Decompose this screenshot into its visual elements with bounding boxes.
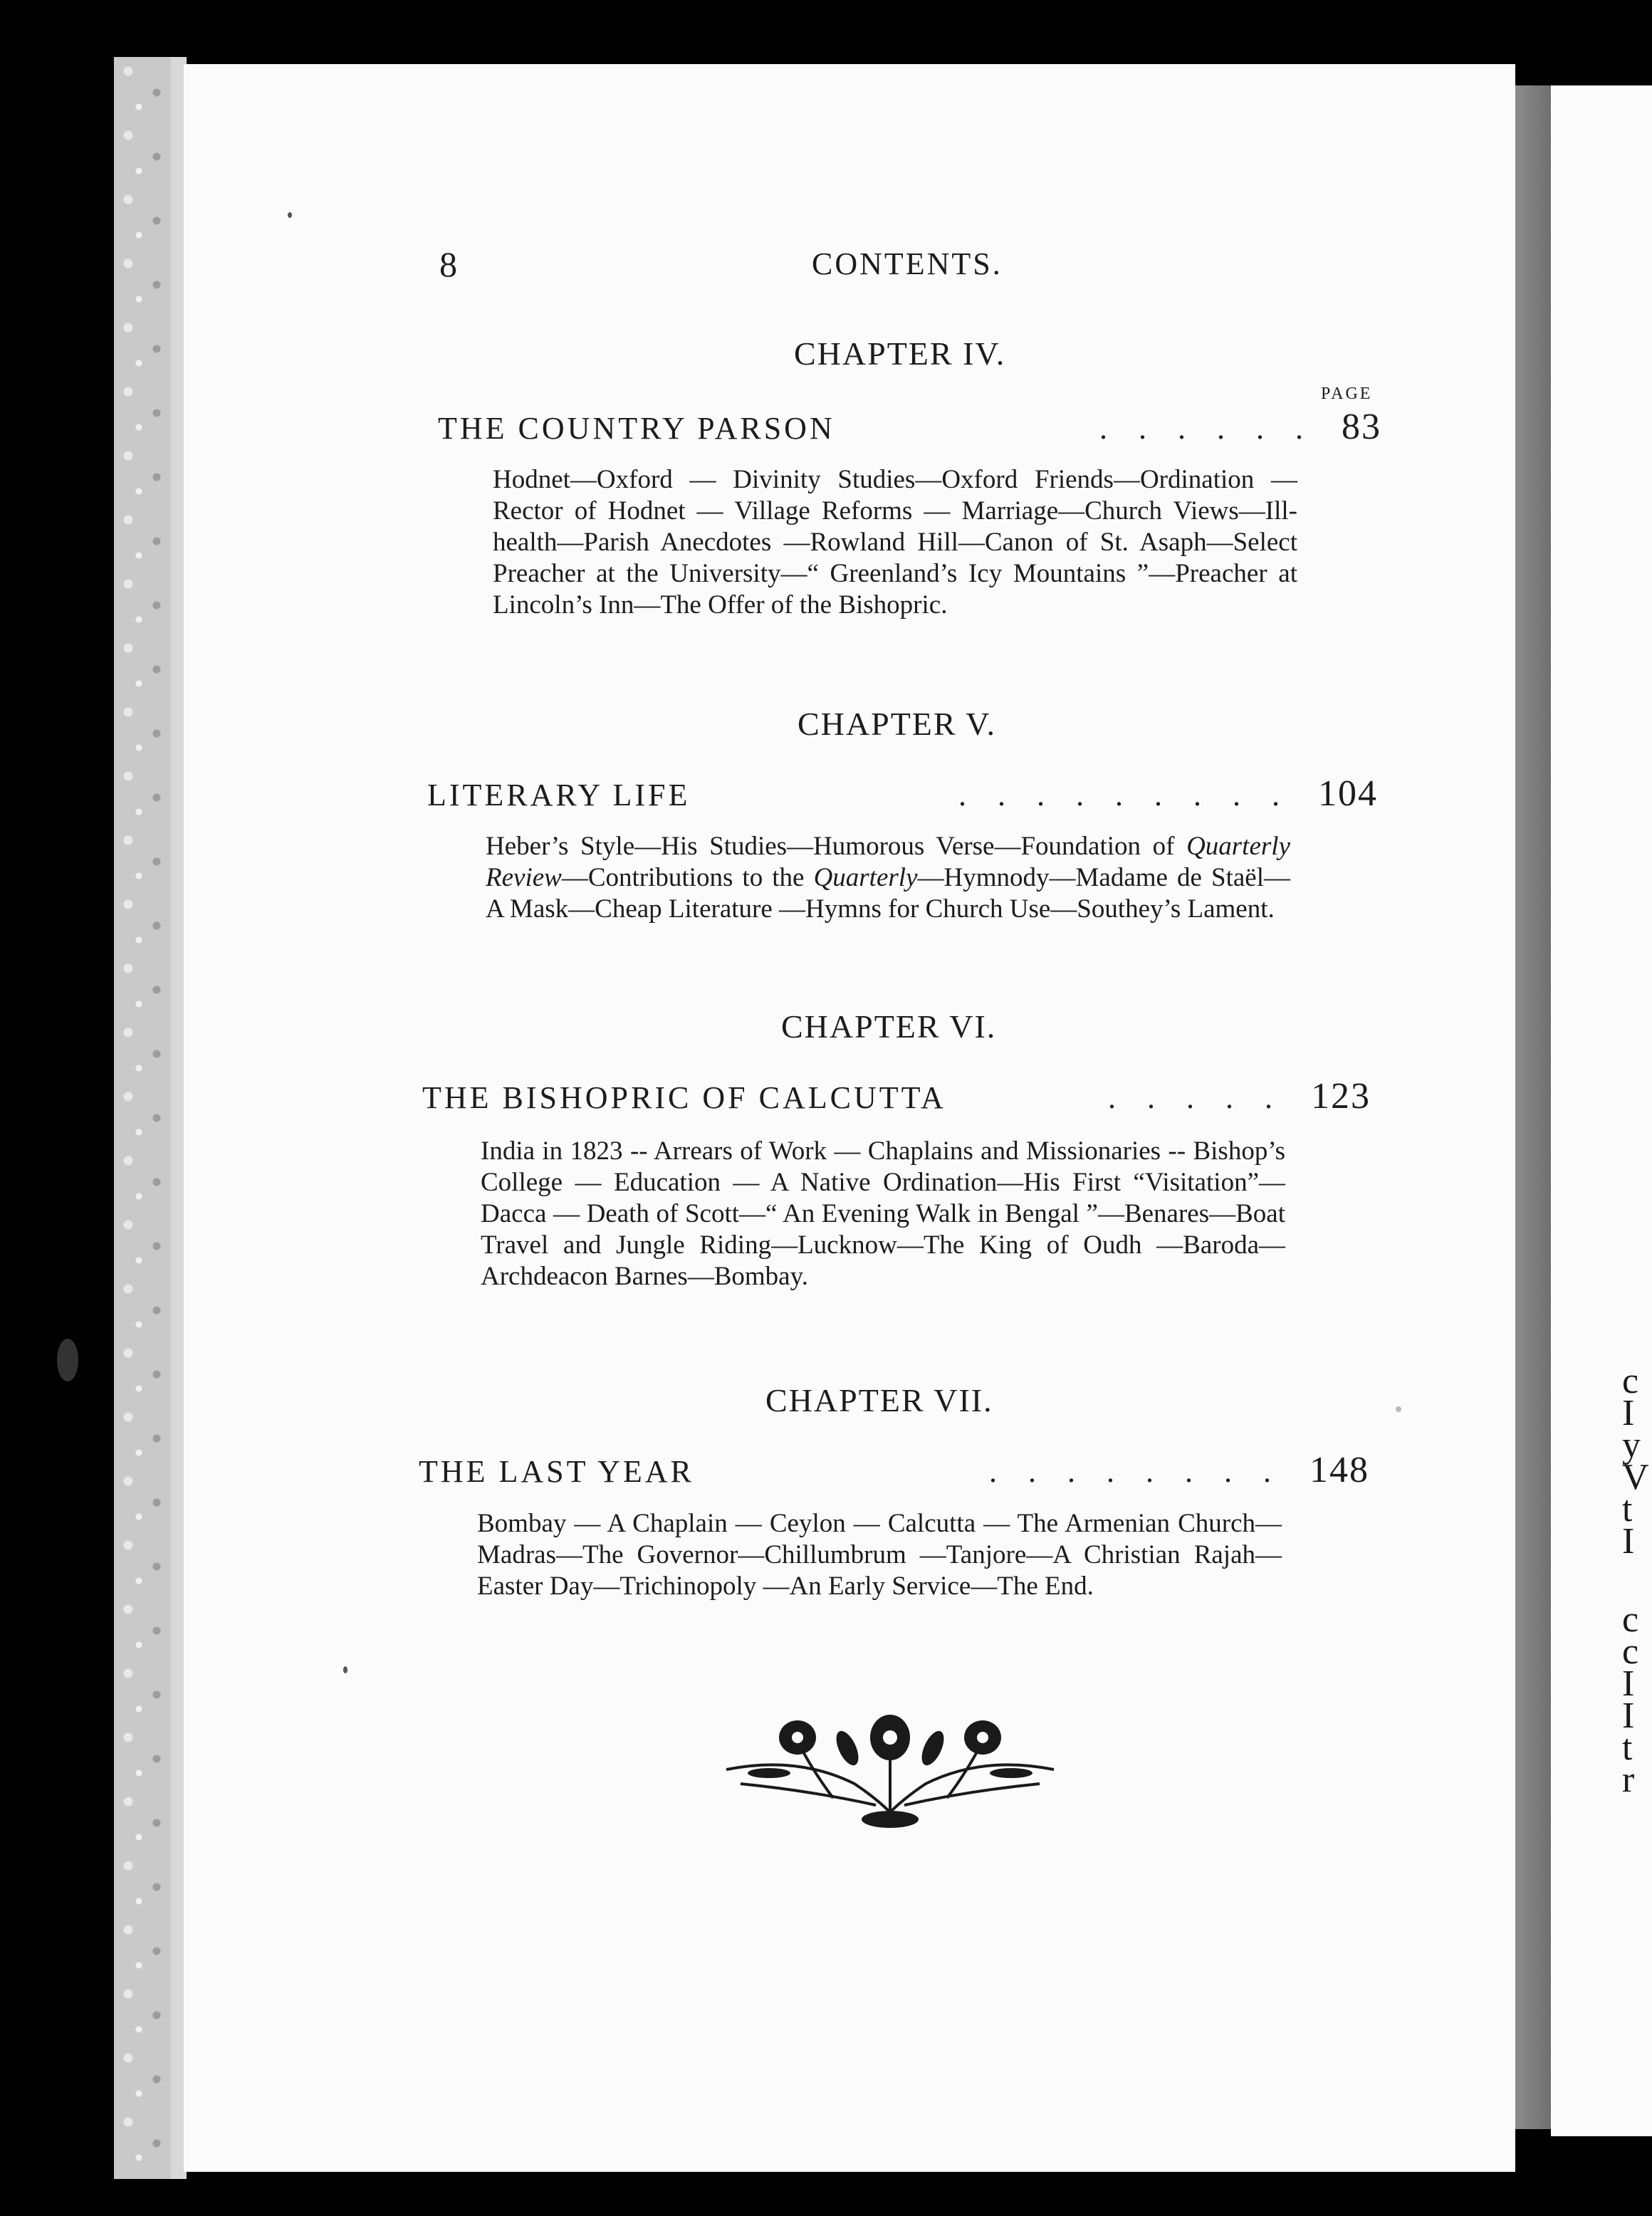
chapter-page-number: 148	[1309, 1450, 1369, 1490]
chapter-heading: CHAPTER V.	[798, 706, 997, 742]
chapter-summary: Bombay — A Chaplain — Ceylon — Calcutta — The Armenian Church—Madras—The Governor—Chillumbrum —Tanjore—A Christian Rajah—Easter Day—Trichinopoly —An Early Service—The End.	[477, 1509, 1282, 1601]
facing-page-letter: t	[1622, 1728, 1633, 1768]
facing-page-letter: I	[1622, 1521, 1635, 1562]
running-head: CONTENTS.	[812, 246, 1003, 281]
page-gutter-shadow	[1515, 85, 1551, 2129]
facing-page-letter: I	[1622, 1663, 1635, 1704]
chapter-page-number: 104	[1318, 773, 1378, 814]
chapter-summary: Hodnet—Oxford — Divinity Studies—Oxford Friends—Ordination — Rector of Hodnet — Village Reforms — Marriage—Church Views—Ill-health—Parish Anecdotes —Rowland Hill—Canon of St. Asaph—Select Preacher at the University—“ Greenland’s Icy Mountains ”—Preacher at Lincoln’s Inn—The Offer of the Bishopric.	[493, 465, 1297, 620]
facing-page-letter: r	[1622, 1760, 1635, 1800]
italic-title: Quarterly Review	[486, 832, 1290, 892]
leader-dots: .....	[1108, 1080, 1304, 1115]
page-number: 8	[439, 244, 459, 284]
chapter-summary: Heber’s Style—His Studies—Humorous Verse—Foundation of Quarterly Review—Contributions to the Quarterly—Hymnody—Madame de Staël—A Mask—Cheap Literature —Hymns for Church Use—Southey’s Lament.	[486, 832, 1291, 924]
leader-dots: .........	[958, 778, 1311, 812]
toc-entry[interactable]	[427, 773, 1378, 815]
scan-speck	[343, 1666, 347, 1673]
chapter-heading: CHAPTER IV.	[794, 335, 1006, 372]
facing-page-letter: c	[1622, 1599, 1639, 1640]
scan-speck	[57, 1339, 78, 1381]
toc-entry[interactable]	[422, 1075, 1371, 1117]
scan-speck	[288, 212, 292, 218]
facing-page-letter: y	[1622, 1425, 1641, 1465]
facing-page-letter: I	[1622, 1393, 1635, 1433]
leader-dots: ......	[1099, 411, 1334, 446]
scan-speck	[1396, 1406, 1401, 1412]
book-page	[184, 64, 1515, 2172]
facing-page-letter: I	[1622, 1695, 1635, 1736]
leader-dots: ........	[989, 1454, 1302, 1489]
chapter-summary: India in 1823 -- Arrears of Work — Chaplains and Missionaries -- Bishop’s College — Education — A Native Ordination—His First “Visitation”—Dacca — Death of Scott—“ An Evening Walk in Bengal ”—Benares—Boat Travel and Jungle Riding—Lucknow—The King of Oudh —Baroda—Archdeacon Barnes—Bombay.	[481, 1136, 1285, 1291]
chapter-title: THE LAST YEAR	[419, 1454, 694, 1489]
toc-entry[interactable]	[419, 1449, 1369, 1491]
chapter-heading: CHAPTER VII.	[765, 1382, 993, 1418]
facing-page-letter: c	[1622, 1631, 1639, 1672]
chapter-title: THE BISHOPRIC OF CALCUTTA	[422, 1080, 946, 1115]
chapter-heading: CHAPTER VI.	[781, 1008, 997, 1045]
chapter-page-number: 123	[1311, 1076, 1371, 1117]
chapter-page-number: 83	[1342, 407, 1381, 447]
facing-page-letter: c	[1622, 1361, 1639, 1401]
floral-ornament-icon	[712, 1705, 1068, 1834]
chapter-title: THE COUNTRY PARSON	[438, 411, 835, 446]
facing-page-edge	[1551, 85, 1652, 2136]
toc-entry[interactable]	[438, 406, 1381, 448]
page-column-label: PAGE	[1321, 385, 1373, 403]
chapter-title: LITERARY LIFE	[427, 778, 691, 812]
facing-page-letter: t	[1622, 1489, 1633, 1530]
italic-title: Quarterly	[813, 863, 918, 892]
facing-page-letter: V	[1622, 1457, 1649, 1498]
book-binding	[114, 57, 178, 2179]
